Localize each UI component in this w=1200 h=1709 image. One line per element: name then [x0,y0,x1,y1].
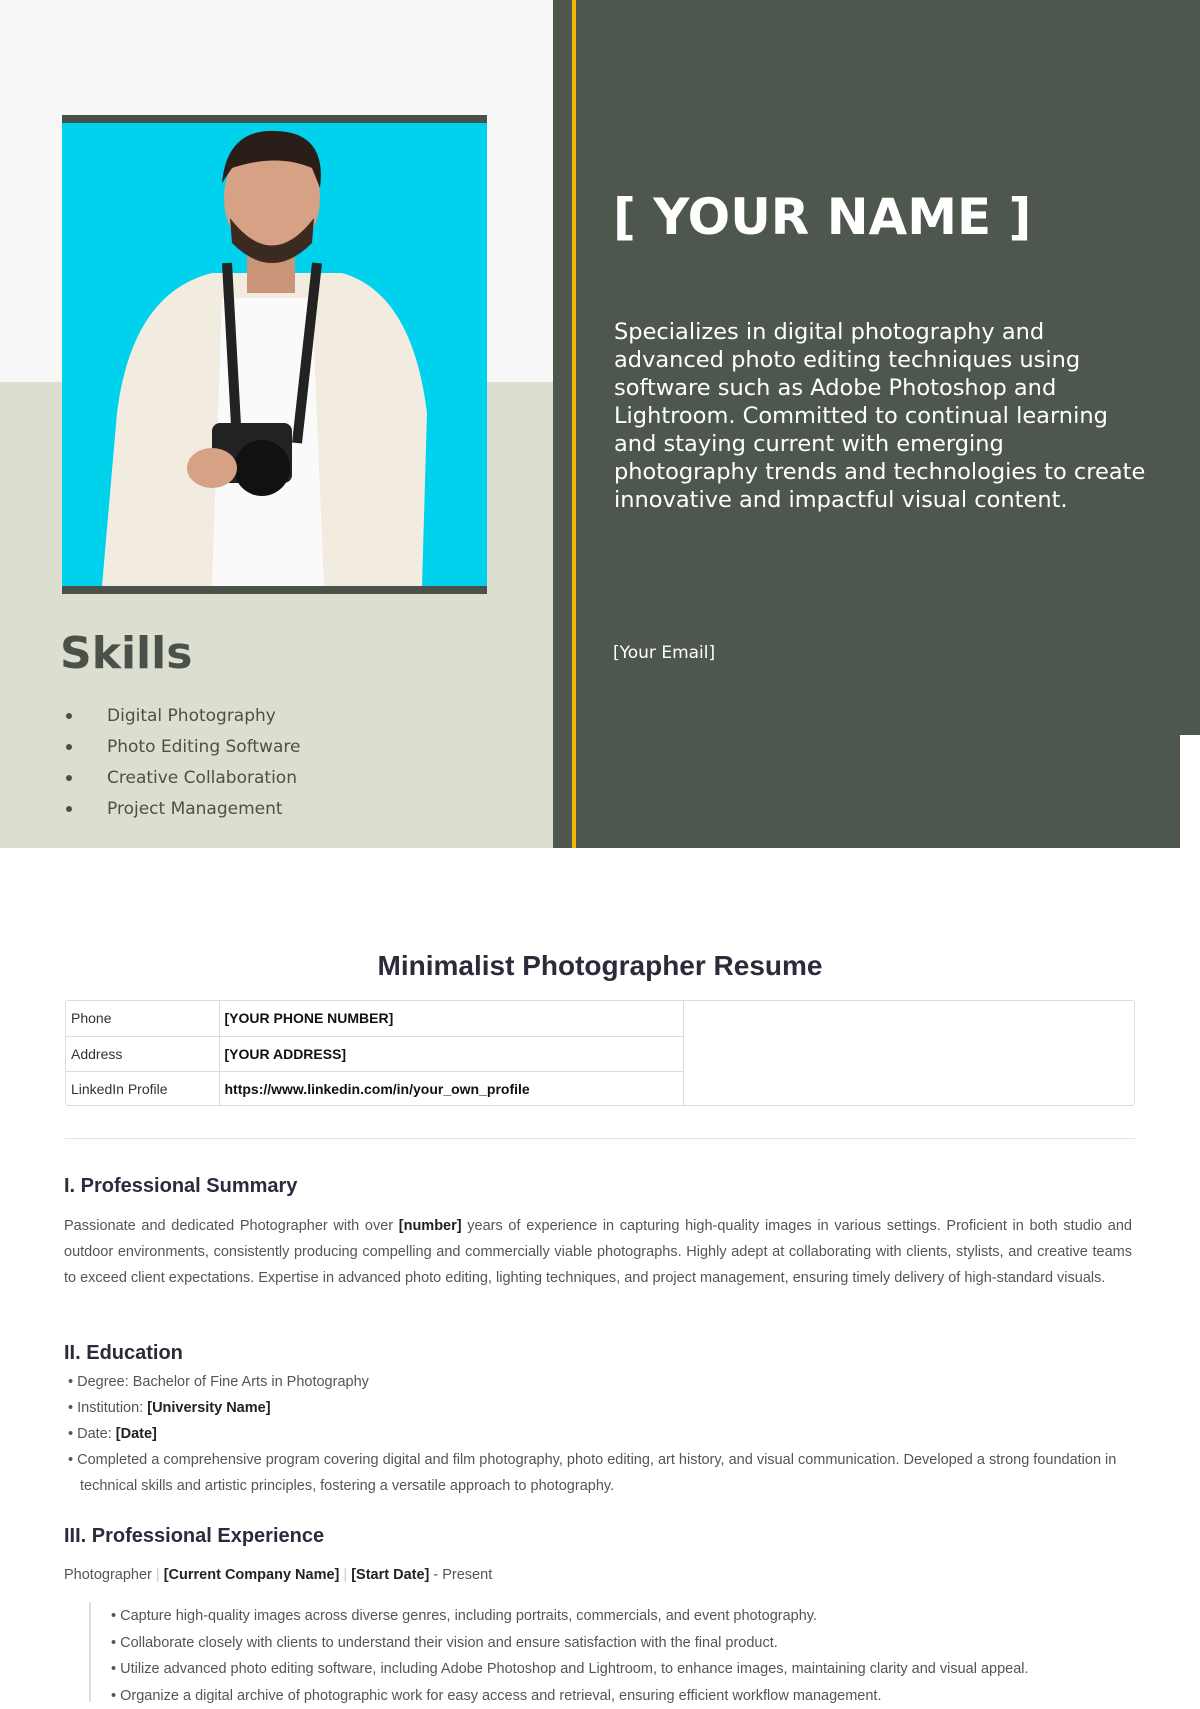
summary-text [64,1213,1132,1291]
contact-value[interactable]: https://www.linkedin.com/in/your_own_profile [219,1071,684,1106]
profile-photo [62,115,487,594]
experience-heading: III. Professional Experience [64,1525,324,1548]
education-list [68,1369,1128,1499]
divider [65,1138,1135,1139]
list-item: • Capture high-quality images across diverse genres, including portraits, commercials, and event photography. [111,1603,1131,1630]
table-row [66,1001,684,1036]
text: Organize a digital archive of photographic work for easy access and retrieval, ensuring efficient workflow management. [120,1688,881,1704]
text: [Current Company Name] [164,1567,340,1583]
text: Capture high-quality images across diverse genres, including portraits, commercials, and event photography. [120,1608,817,1624]
job-line: Photographer | [Current Company Name] | [Start Date] - Present [64,1562,1132,1588]
name-panel-bottom [553,735,1180,848]
text: Photographer [64,1567,152,1583]
text: Completed a comprehensive program covering digital and film photography, photo editing, art history, and visual communication. Developed a strong foundation in technical skills and artistic principles, fostering a versatile approach to photography. [77,1452,1116,1494]
accent-line [572,0,576,848]
bullet-icon [66,806,72,812]
bullet-icon [66,775,72,781]
text: [number] [399,1218,462,1234]
contact-value: [YOUR ADDRESS] [219,1036,684,1071]
skill-item [66,700,300,731]
contact-value: [YOUR PHONE NUMBER] [219,1001,684,1036]
document-title: Minimalist Photographer Resume [0,950,1200,982]
skill-label: Creative Collaboration [107,768,297,788]
text: years of experience in capturing high-quality images in various settings. Proficient in both studio and outdoor environments, consistently producing compelling and commercially viable photographs. Highly adept at collaborating with clients, stylists, and creative teams to exceed client expectations. Expertise in advanced photo editing, lighting techniques, and project management, ensuring timely delivery of high-standard visuals. [64,1218,1132,1286]
contact-label: Address [66,1036,219,1071]
list-item: • Completed a comprehensive program covering digital and film photography, photo editing, art history, and visual communication. Developed a strong foundation in technical skills and artistic principles, fostering a versatile approach to photography. [68,1447,1128,1499]
list-item: • Utilize advanced photo editing software, including Adobe Photoshop and Lightroom, to enhance images, maintaining clarity and visual appeal. [111,1656,1131,1683]
candidate-name: [ YOUR NAME ] [613,188,1031,246]
list-item: • Organize a digital archive of photographic work for easy access and retrieval, ensuring efficient workflow management. [111,1683,1131,1709]
text: Date: [77,1426,116,1442]
profile-summary: Specializes in digital photography and advanced photo editing techniques using software such as Adobe Photoshop and Lightroom. Committed to continual learning and staying current with emerging photography trends and technologies to create innovative and impactful visual content. [614,318,1154,514]
list-item: • Degree: Bachelor of Fine Arts in Photography [68,1369,1128,1395]
experience-block [89,1602,1139,1702]
text: Degree: Bachelor of Fine Arts in Photography [77,1374,369,1390]
text: Collaborate closely with clients to understand their vision and ensure satisfaction with the final product. [120,1635,778,1651]
list-item: • Collaborate closely with clients to understand their vision and ensure satisfaction with the final product. [111,1630,1131,1657]
skills-heading: Skills [60,628,192,679]
text: [Start Date] [351,1567,429,1583]
text: Institution: [77,1400,147,1416]
text: Utilize advanced photo editing software, including Adobe Photoshop and Lightroom, to enhance images, maintaining clarity and visual appeal. [120,1661,1028,1677]
text: Passionate and dedicated Photographer with over [64,1218,399,1234]
skill-item [66,793,300,824]
text: [Date] [116,1426,157,1442]
skill-label: Project Management [107,799,283,819]
skill-label: Digital Photography [107,706,276,726]
bullet-icon [66,744,72,750]
education-heading: II. Education [64,1342,183,1365]
contact-table [65,1000,1135,1106]
bullet-icon [66,713,72,719]
table-row [66,1071,684,1106]
contact-label: LinkedIn Profile [66,1071,219,1106]
list-item: • Date: [Date] [68,1421,1128,1447]
skill-label: Photo Editing Software [107,737,300,757]
table-row [66,1036,684,1071]
email: [Your Email] [613,643,715,663]
experience-bullets [111,1603,1131,1709]
text: [University Name] [147,1400,270,1416]
contact-label: Phone [66,1001,219,1036]
list-item: • Institution: [University Name] [68,1395,1128,1421]
text: - Present [429,1567,492,1583]
summary-heading: I. Professional Summary [64,1175,297,1198]
skill-item [66,762,300,793]
skill-item [66,731,300,762]
skills-list [66,700,300,824]
